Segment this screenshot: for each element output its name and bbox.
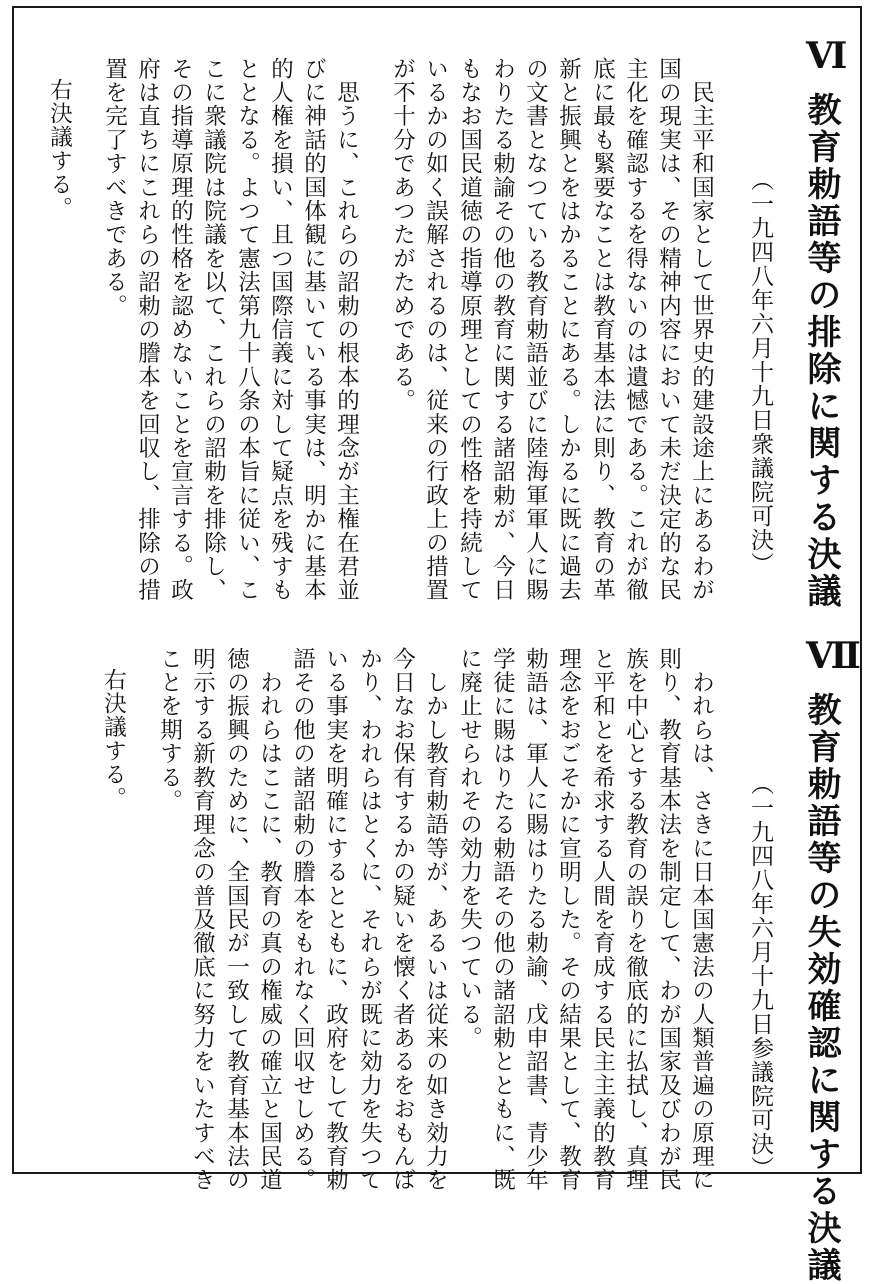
section-7-line: しかし教育勅語等が、あるいは従来の如き効力を [422, 647, 449, 1193]
section-6-line: こに衆議院は院議を以て、これらの詔勅を排除し、 [200, 57, 227, 603]
section-6-number: Ⅵ [806, 36, 845, 76]
section-7-line: 理念をおごそかに宣明した。その結果として、教育 [555, 647, 582, 1193]
section-7-line: 徳の振興のために、全国民が一致して教育基本法の [223, 647, 250, 1193]
section-7-line: 則り、教育基本法を制定して、わが国家及びわが民 [655, 647, 682, 1193]
section-7-line: と平和とを希求する人間を育成する民主主義的教育 [589, 647, 616, 1193]
section-7-line: われらは、さきに日本国憲法の人類普遍の原理に [688, 647, 715, 1193]
section-6-decision: 右決議する。 [46, 78, 73, 221]
section-6-line: ととなる。よつて憲法第九十八条の本旨に従い、こ [234, 57, 261, 603]
section-7-line: われらはここに、教育の真の権威の確立と国民道 [256, 647, 283, 1193]
section-7-title: 教育勅語等の失効確認に関する決議 [801, 692, 841, 1284]
section-6-line: 府は直ちにこれらの詔勅の謄本を回収し、排除の措 [134, 57, 161, 603]
section-7-line: に廃止せられその効力を失つている。 [456, 647, 483, 1050]
section-6-line: 底に最も緊要なことは教育基本法に則り、教育の革 [589, 57, 616, 603]
section-6-subtitle: （一九四八年六月十九日衆議院可決） [747, 168, 773, 576]
section-6-line: 主化を確認するを得ないのは遺憾である。これが徹 [622, 57, 649, 603]
section-7-line: かり、われらはとくに、それらが既に効力を失つて [356, 647, 383, 1193]
section-6-line: いるかの如く誤解されるのは、従来の行政上の措置 [422, 57, 449, 603]
section-6-line: 的人権を損い、且つ国際信義に対して疑点を残すも [267, 57, 294, 603]
section-7-line: いる事実を明確にするとともに、政府をして教育勅 [322, 647, 349, 1193]
section-6-title: 教育勅語等の排除に関する決議 [801, 92, 841, 610]
section-6-line: の文書となつている教育勅語並びに陸海軍軍人に賜 [522, 57, 549, 603]
section-6-line: が不十分であつたがためである。 [389, 57, 416, 413]
section-6-line: びに神話的国体観に基いている事実は、明かに基本 [300, 57, 327, 603]
section-7-subtitle: （一九四八年六月十九日参議院可決） [747, 772, 773, 1180]
section-7-line: 族を中心とする教育の誤りを徹底的に払拭し、真理 [622, 647, 649, 1193]
section-7-number: Ⅶ [806, 636, 858, 676]
section-6-line: 民主平和国家として世界史的建設途上にあるわが [688, 57, 715, 603]
section-7-line: ことを期する。 [156, 647, 183, 813]
section-6-line: もなお国民道徳の指導原理としての性格を持続して [456, 57, 483, 603]
section-7-line: 学徒に賜はりたる勅語その他の諸詔勅とともに、既 [489, 647, 516, 1193]
section-6-line: 新と振興とをはかることにある。しかるに既に過去 [555, 57, 582, 603]
section-7-line: 語その他の諸詔勅の謄本をもれなく回収せしめる。 [289, 647, 316, 1193]
section-6-line: わりたる勅諭その他の教育に関する諸詔勅が、今日 [489, 57, 516, 603]
section-6-line: 国の現実は、その精神内容において未だ決定的な民 [655, 57, 682, 603]
section-6-line: 思うに、これらの詔勅の根本的理念が主権在君並 [333, 57, 360, 603]
section-7-line: 明示する新教育理念の普及徹底に努力をいたすべき [189, 647, 216, 1193]
section-6-line: その指導原理的性格を認めないことを宣言する。政 [167, 57, 194, 603]
section-7-line: 勅語は、軍人に賜はりたる勅諭、戊申詔書、青少年 [522, 647, 549, 1193]
section-7-decision: 右決議する。 [100, 668, 127, 811]
section-7-line: 今日なお保有するかの疑いを懐く者あるをおもんば [389, 647, 416, 1193]
section-6-line: 置を完了すべきである。 [101, 57, 128, 318]
